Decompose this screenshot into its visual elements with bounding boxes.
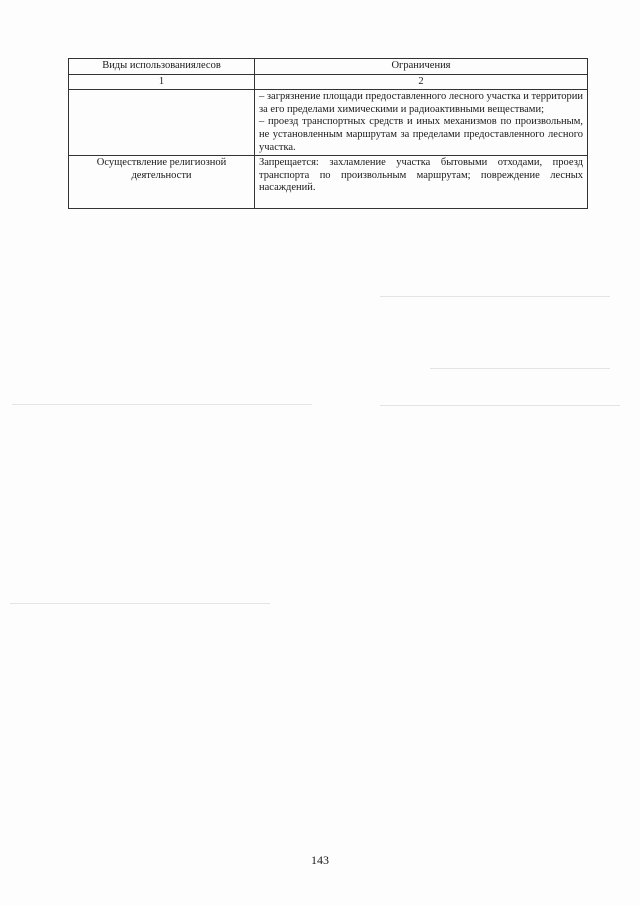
scan-artifact	[10, 603, 270, 604]
use-type-cell: Осуществление религиозной деятельности	[69, 156, 255, 209]
scan-artifact	[430, 368, 610, 369]
scan-artifact	[12, 404, 312, 405]
table-row	[69, 156, 588, 209]
restriction-item: – загрязнение площади предоставленного лесного участка и территории за его пределами химическими и радиоактивными веществами;	[259, 91, 583, 115]
use-type-cell	[69, 90, 255, 156]
scan-artifact	[380, 405, 620, 406]
restriction-item: Запрещается: захламление участка бытовыми отходами, проезд транспорта по произвольным маршрутам; повреждение лесных насаждений.	[259, 157, 583, 194]
page-number: 143	[311, 853, 329, 867]
header-forest-use-types: Виды использованиялесов	[69, 59, 255, 75]
restrictions-table	[68, 58, 588, 209]
table-column-number-row	[69, 74, 588, 90]
restrictions-cell	[255, 156, 588, 209]
column-number-2: 2	[255, 74, 588, 90]
restriction-item: – проезд транспортных средств и иных механизмов по произвольным, не установленным маршрутам за пределами предоставленного лесного участка.	[259, 116, 583, 153]
scan-artifact	[380, 296, 610, 297]
column-number-1: 1	[69, 74, 255, 90]
restrictions-cell	[255, 90, 588, 156]
header-restrictions: Ограничения	[255, 59, 588, 75]
table-header-row	[69, 59, 588, 75]
table-row	[69, 90, 588, 156]
